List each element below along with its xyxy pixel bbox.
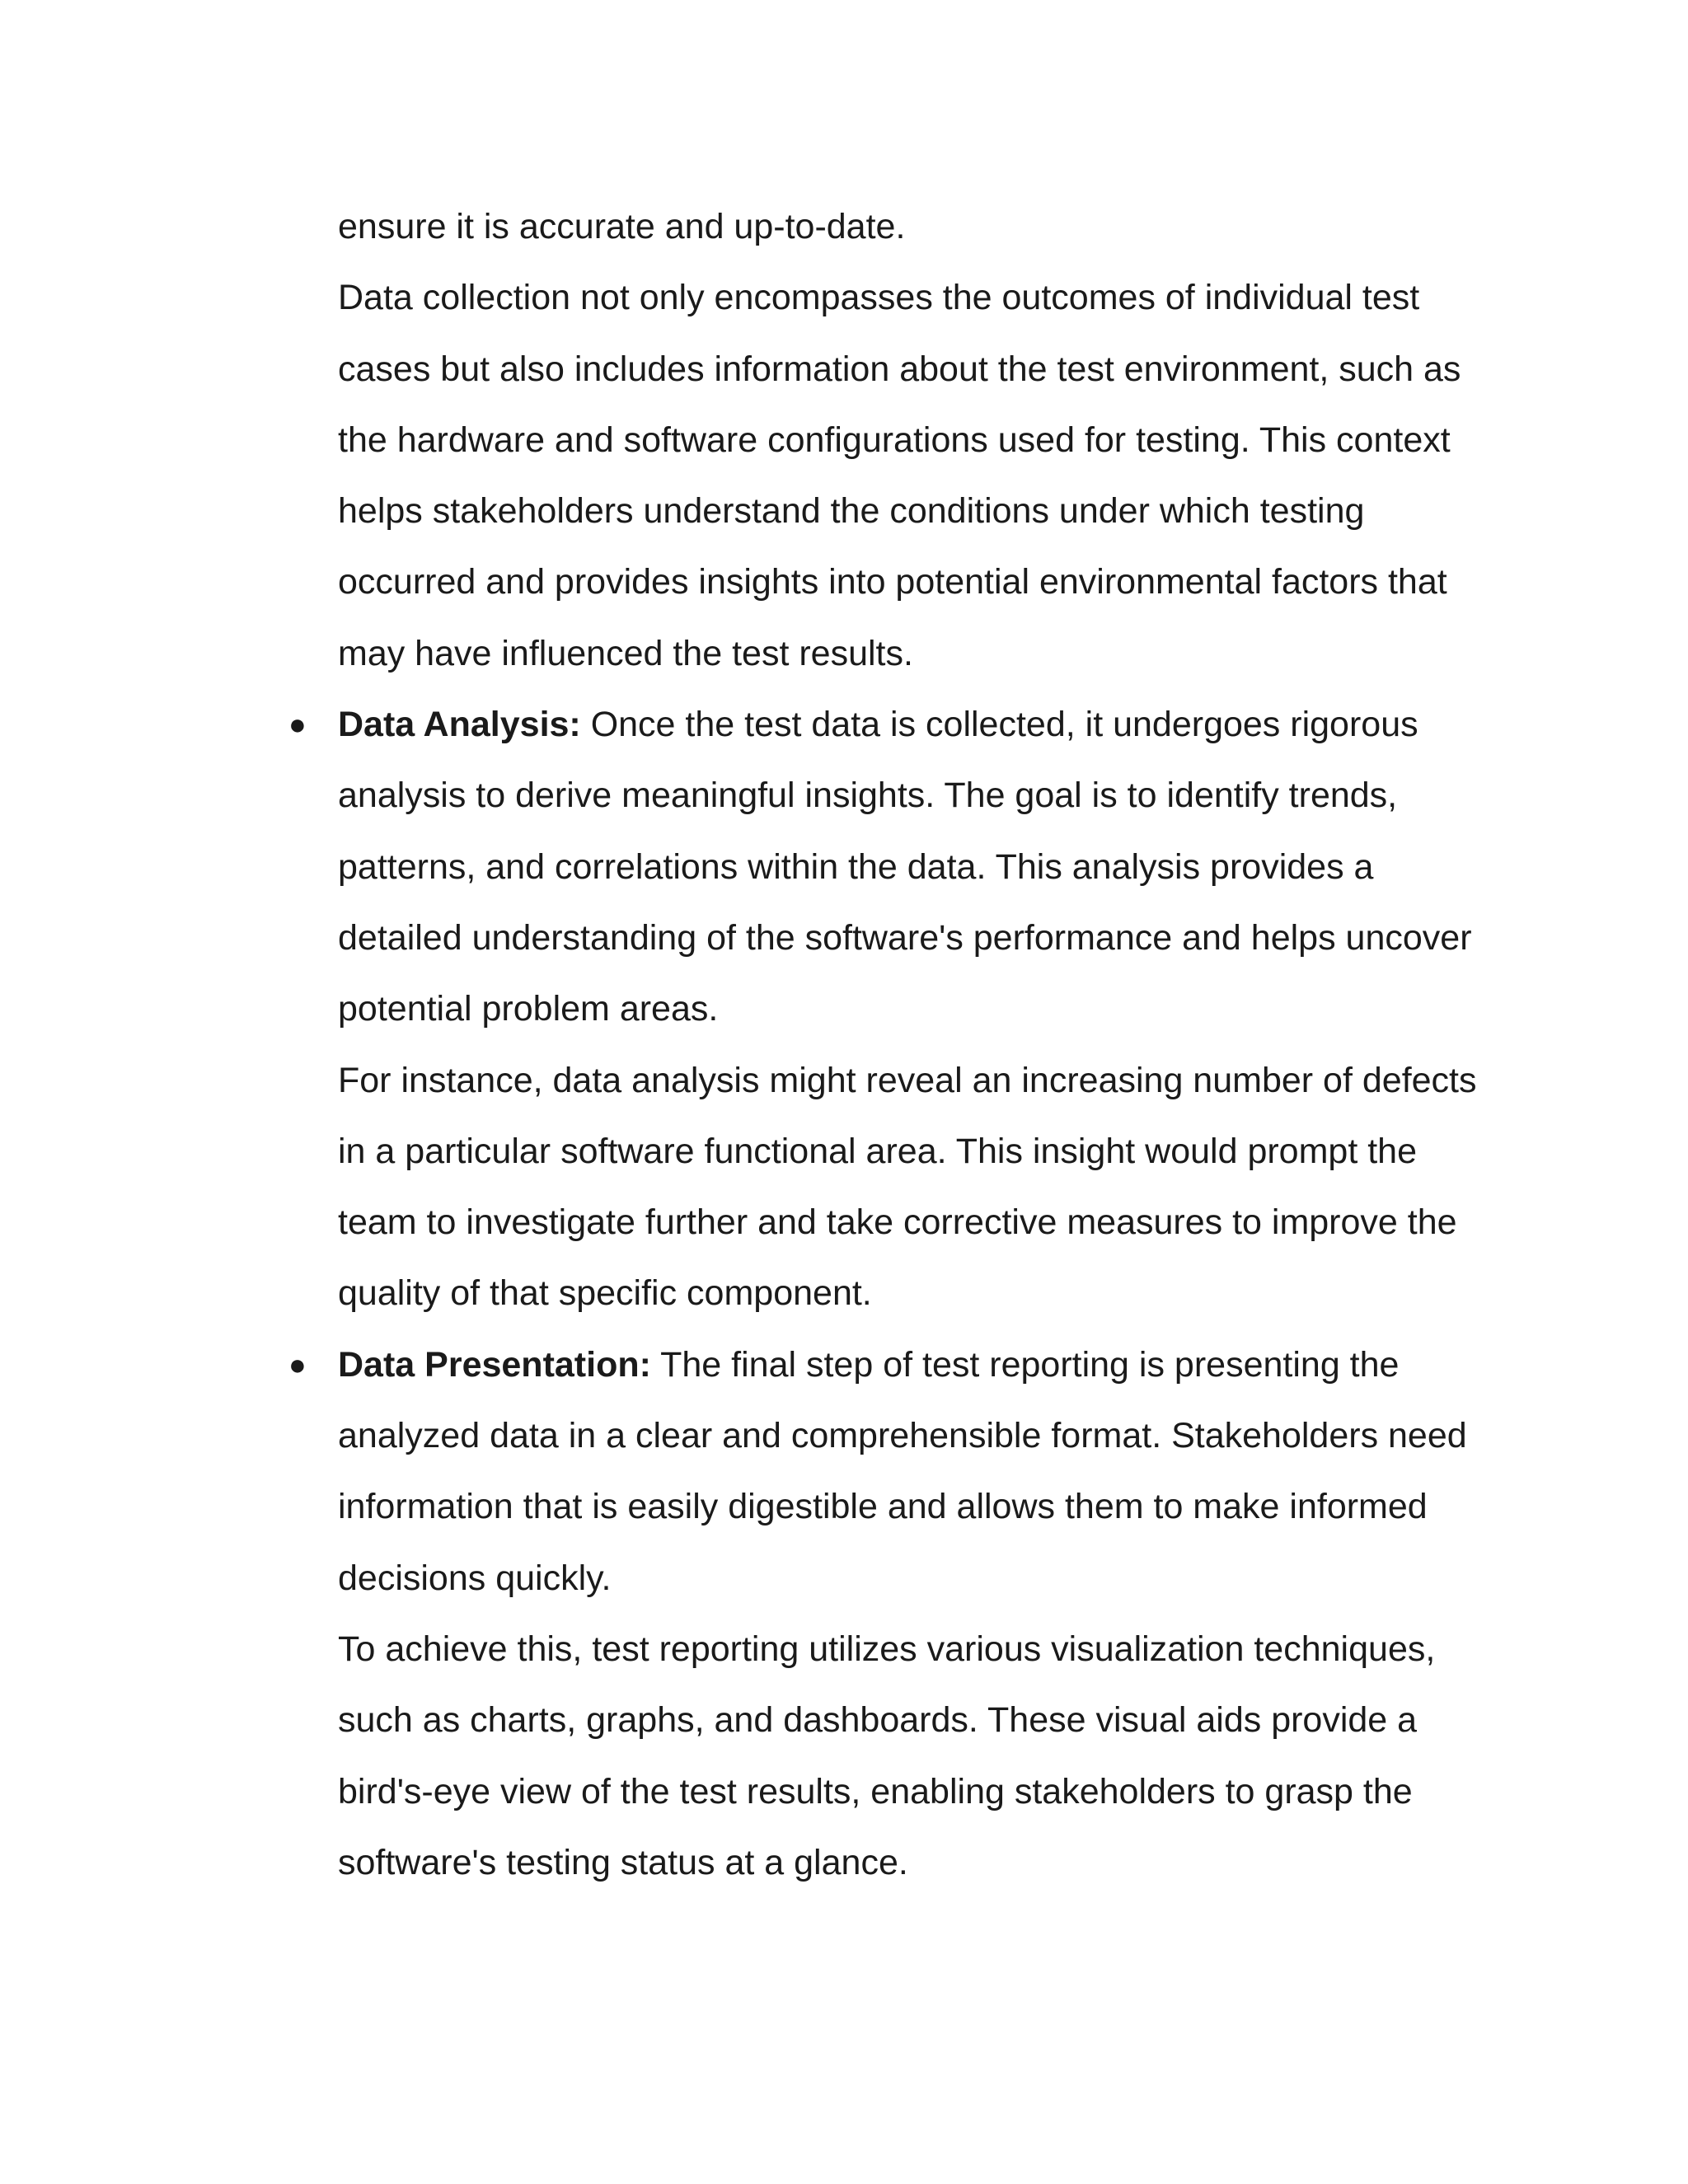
bullet-text: The final step of test reporting is presenting the analyzed data in a clear and comprehensible format. Stakeholders need information that is easily digestible and allows them to make informed decisions quickly.: [338, 1344, 1467, 1598]
bullet-followup-paragraph: For instance, data analysis might reveal an increasing number of defects in a particular software functional area. This insight would prompt the team to investigate further and take corrective measures to improve the quality of that specific component.: [338, 1060, 1477, 1314]
bullet-followup-paragraph: To achieve this, test reporting utilizes various visualization techniques, such as charts, graphs, and dashboards. These visual aids provide a bird's-eye view of the test results, enabling stakeholders to grasp the software's testing status at a glance.: [338, 1629, 1436, 1882]
bullet-data-analysis: [288, 689, 1500, 1329]
bullet-paragraph: [338, 1329, 1500, 1614]
bullet-marker: ●: [288, 707, 307, 742]
bullet-data-presentation: [288, 1329, 1500, 1898]
bullet-marker: ●: [288, 1347, 307, 1381]
bullet-term: Data Analysis:: [338, 705, 581, 745]
bullet-text: Once the test data is collected, it undergoes rigorous analysis to derive meaningful insights. The goal is to identify trends, patterns, and correlations within the data. This analysis provides a detailed understanding of the software's performance and helps uncover potential problem areas.: [338, 705, 1472, 1029]
bullet-term: Data Presentation:: [338, 1344, 651, 1385]
data-collection-paragraph: Data collection not only encompasses the outcomes of individual test cases but also includes information about the test environment, such as the hardware and software configurations used for testing. This context helps stakeholders understand the conditions under which testing occurred and provides insights into potential environmental factors that may have influenced the test results.: [338, 278, 1461, 673]
bullet-paragraph: [338, 689, 1500, 1044]
continuation-paragraph: ensure it is accurate and up-to-date.: [338, 207, 906, 246]
document-body: [288, 191, 1500, 1898]
